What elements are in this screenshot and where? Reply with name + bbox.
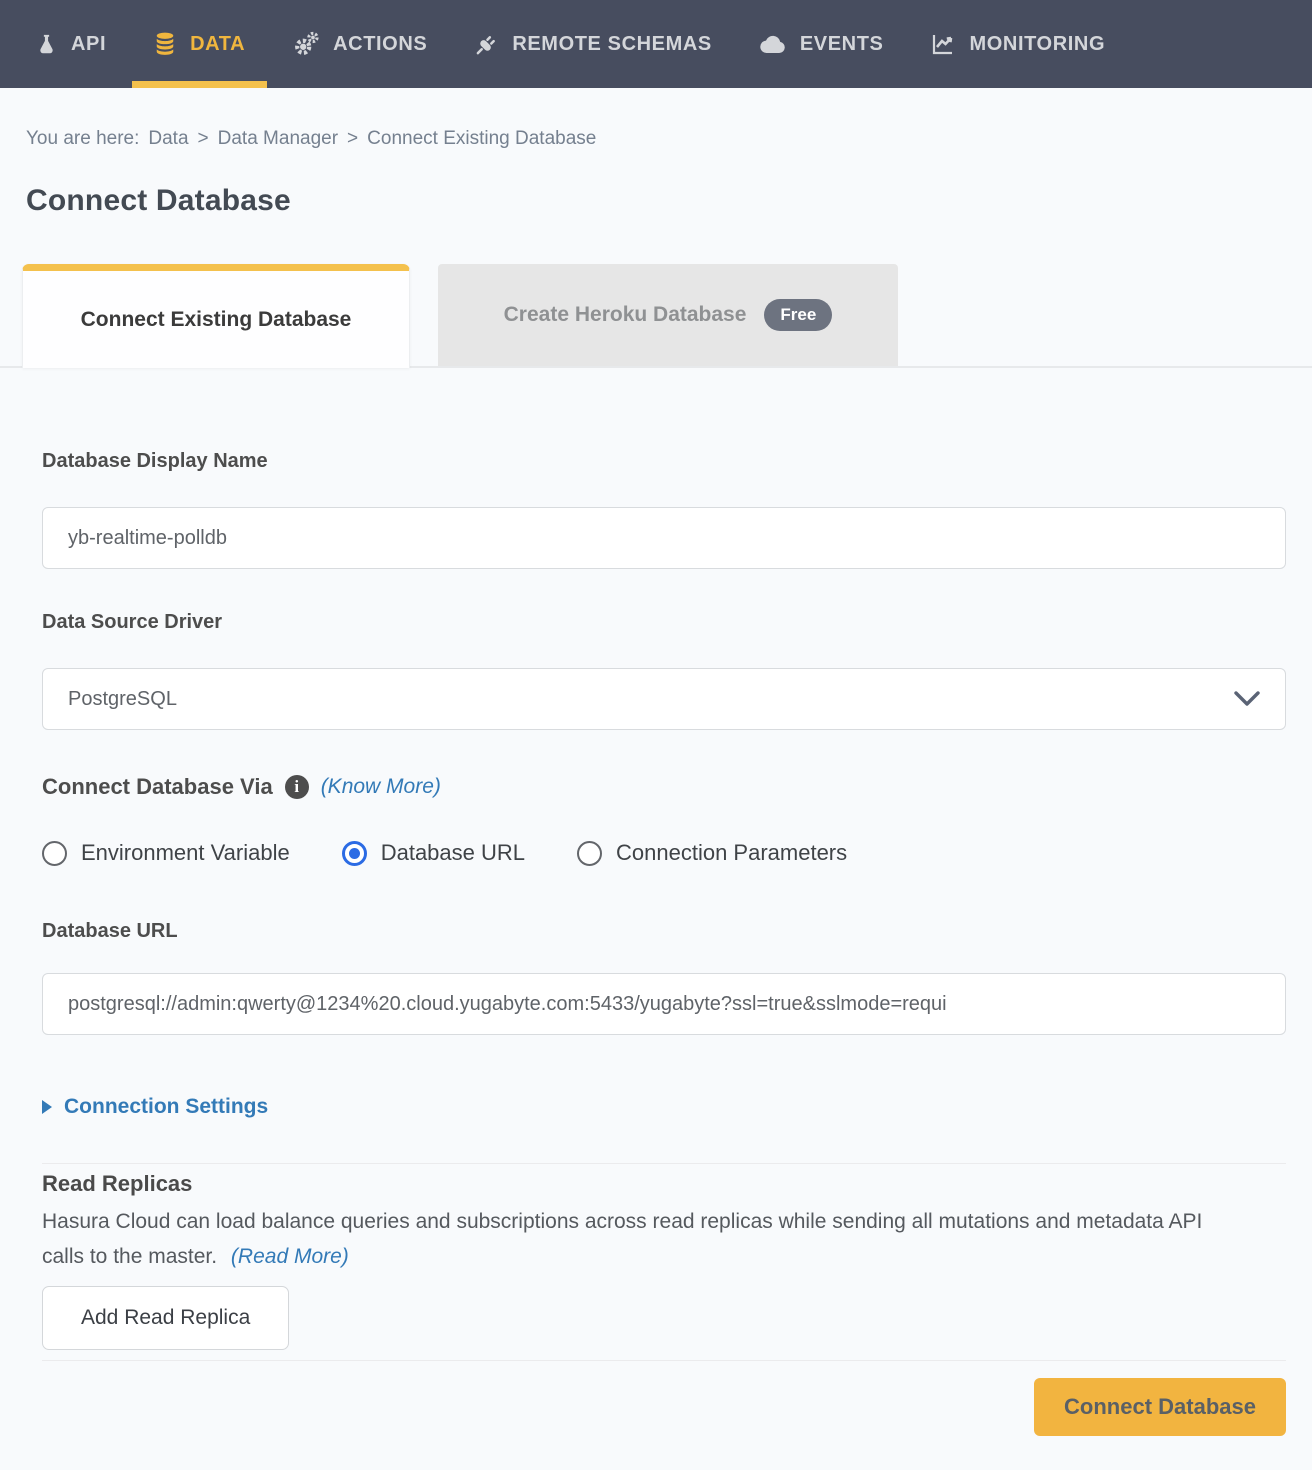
nav-item-label: DATA xyxy=(190,32,246,55)
nav-item-label: ACTIONS xyxy=(333,32,428,55)
database-url-label: Database URL xyxy=(42,920,178,942)
read-more-link[interactable]: (Read More) xyxy=(230,1244,349,1268)
nav-item-monitoring[interactable] xyxy=(907,0,1129,88)
know-more-link[interactable]: (Know More) xyxy=(320,775,441,798)
breadcrumb-item-data-manager[interactable]: Data Manager xyxy=(217,128,339,149)
submit-row xyxy=(42,1378,1286,1436)
radio-circle-icon xyxy=(342,841,367,866)
chevron-down-icon xyxy=(1234,691,1260,707)
free-badge: Free xyxy=(764,299,832,331)
read-replicas-description xyxy=(42,1205,1222,1274)
connect-via-options xyxy=(42,840,1286,866)
nav-item-data[interactable] xyxy=(130,0,269,88)
tab-create-heroku-database[interactable] xyxy=(438,264,898,366)
page-title: Connect Database xyxy=(26,184,291,217)
display-name-label: Database Display Name xyxy=(42,450,268,472)
driver-label: Data Source Driver xyxy=(42,611,223,633)
nav-item-label: REMOTE SCHEMAS xyxy=(512,32,712,55)
caret-right-icon xyxy=(42,1100,52,1114)
driver-select-wrap xyxy=(42,668,1286,730)
info-icon[interactable]: i xyxy=(285,775,309,799)
read-replicas-title: Read Replicas xyxy=(42,1171,193,1196)
gears-icon xyxy=(293,31,319,57)
add-read-replica-button[interactable]: Add Read Replica xyxy=(42,1286,289,1350)
nav-item-remote-schemas[interactable] xyxy=(451,0,736,88)
nav-item-actions[interactable] xyxy=(269,0,451,88)
nav-item-label: API xyxy=(71,32,107,55)
database-icon xyxy=(154,32,176,56)
breadcrumb-item-connect-existing-database[interactable]: Connect Existing Database xyxy=(367,128,597,149)
display-name-input[interactable] xyxy=(42,507,1286,569)
breadcrumb-separator: > xyxy=(197,128,209,149)
flask-icon xyxy=(36,33,57,56)
tabs-row xyxy=(0,264,1312,368)
connection-settings-label: Connection Settings xyxy=(64,1095,269,1118)
connect-via-row xyxy=(42,774,1286,800)
divider xyxy=(42,1360,1286,1361)
cloud-icon xyxy=(760,34,786,54)
radio-label: Connection Parameters xyxy=(616,840,848,865)
radio-database-url[interactable] xyxy=(342,840,525,866)
database-url-input[interactable] xyxy=(42,973,1286,1035)
read-replicas-text: Hasura Cloud can load balance queries and subscriptions across read replicas while sending all mutations and metadata API calls to the master. xyxy=(42,1210,1203,1268)
radio-label: Environment Variable xyxy=(81,840,290,865)
radio-environment-variable[interactable] xyxy=(42,840,290,866)
radio-circle-icon xyxy=(42,841,67,866)
driver-selected-value: PostgreSQL xyxy=(68,687,177,710)
nav-item-label: MONITORING xyxy=(969,32,1106,55)
top-nav xyxy=(0,0,1312,88)
radio-circle-icon xyxy=(577,841,602,866)
connect-database-form xyxy=(42,450,1286,1436)
nav-item-events[interactable] xyxy=(736,0,908,88)
connect-via-label: Connect Database Via xyxy=(42,774,273,799)
nav-item-label: EVENTS xyxy=(799,32,884,55)
nav-item-api[interactable] xyxy=(12,0,130,88)
driver-select[interactable] xyxy=(42,668,1286,730)
plug-icon xyxy=(475,33,498,56)
breadcrumb-separator: > xyxy=(347,128,359,149)
chart-line-icon xyxy=(931,32,955,56)
tab-connect-existing-database[interactable] xyxy=(22,264,410,368)
connection-settings-toggle[interactable] xyxy=(42,1095,1286,1119)
breadcrumb-item-data[interactable]: Data xyxy=(148,128,189,149)
radio-label: Database URL xyxy=(380,840,526,865)
connect-database-button[interactable]: Connect Database xyxy=(1034,1378,1286,1436)
divider xyxy=(42,1163,1286,1164)
breadcrumb-prefix: You are here: xyxy=(26,128,140,149)
tab-label: Create Heroku Database xyxy=(503,303,747,326)
radio-connection-parameters[interactable] xyxy=(577,840,847,866)
tab-label: Connect Existing Database xyxy=(80,307,352,331)
breadcrumb xyxy=(26,128,1312,150)
